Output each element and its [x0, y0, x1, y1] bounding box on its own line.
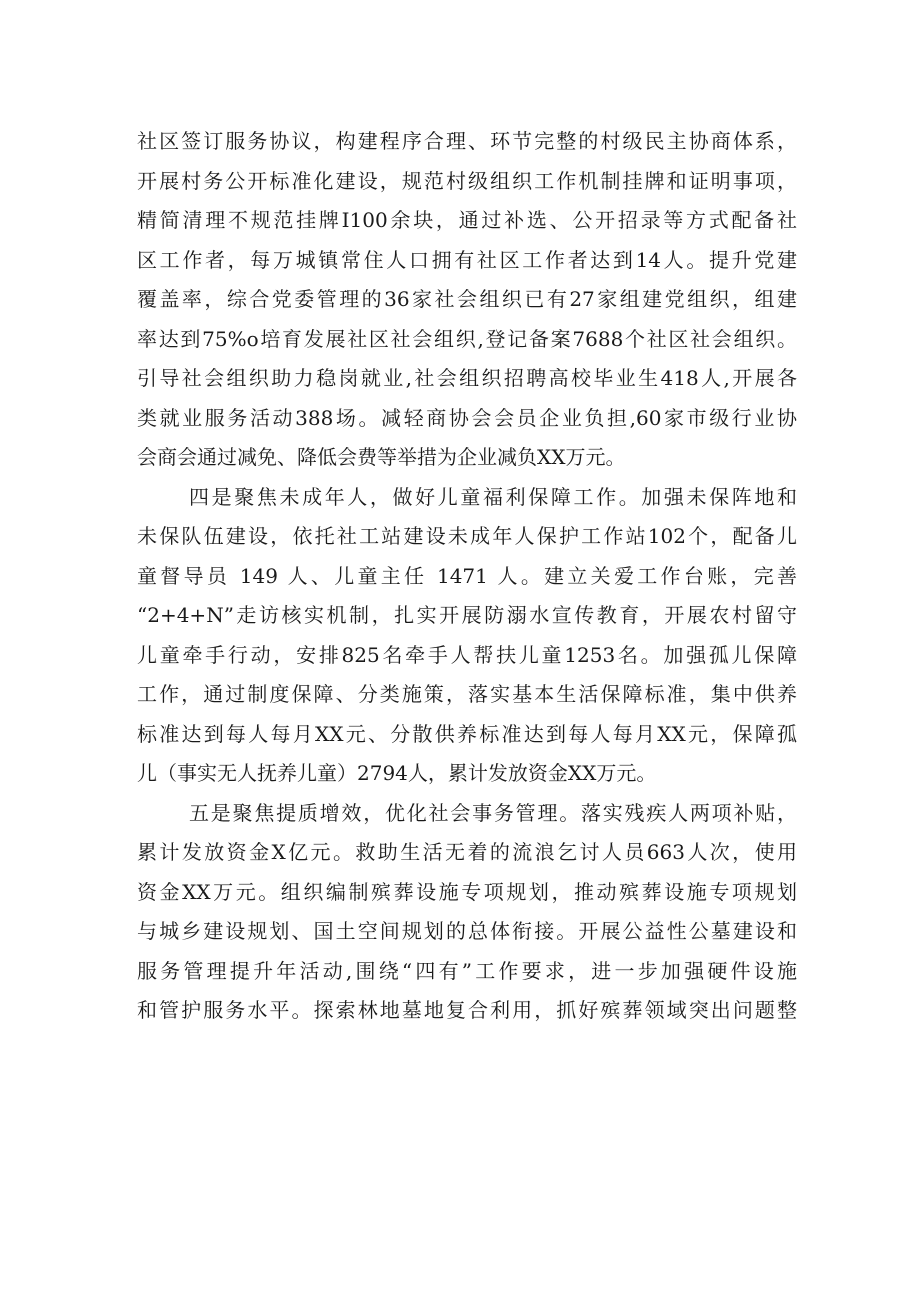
text-line: 与城乡建设规划、国土空间规划的总体衔接。开展公益性公墓建设和 — [137, 919, 797, 943]
text-line: 儿童牵手行动，安排825名牵手人帮扶儿童1253名。加强孤儿保障 — [137, 642, 797, 667]
paragraph-2 — [137, 478, 797, 794]
text-line: 标准达到每人每月XX元、分散供养标准达到每人每月XX元，保障孤 — [137, 721, 797, 746]
paragraph-3 — [137, 794, 797, 1031]
document-body — [137, 122, 797, 1031]
text-line: 会商会通过减免、降低会费等举措为企业减负XX万元。 — [137, 445, 626, 469]
text-line: 五是聚焦提质增效，优化社会事务管理。落实残疾人两项补贴， — [189, 800, 797, 825]
text-line: 和管护服务水平。探索林地墓地复合利用，抓好殡葬领域突出问题整 — [137, 998, 797, 1022]
text-line: 累计发放资金X亿元。救助生活无着的流浪乞讨人员663人次，使用 — [137, 840, 797, 864]
text-line: 精简清理不规范挂牌I100余块，通过补选、公开招录等方式配备社 — [137, 208, 797, 232]
text-line: 率达到75%o培育发展社区社会组织,登记备案7688个社区社会组织。 — [137, 326, 797, 351]
text-line: 资金XX万元。组织编制殡葬设施专项规划，推动殡葬设施专项规划 — [137, 879, 797, 904]
text-line: 社区签订服务协议，构建程序合理、环节完整的村级民主协商体系， — [137, 129, 797, 153]
text-line: 工作，通过制度保障、分类施策，落实基本生活保障标准，集中供养 — [137, 682, 797, 706]
text-line: 区工作者，每万城镇常住人口拥有社区工作者达到14人。提升党建 — [137, 247, 797, 272]
text-line: 服务管理提升年活动,围绕“四有”工作要求，进一步加强硬件设施 — [137, 958, 797, 983]
text-line: 类就业服务活动388场。减轻商协会会员企业负担,60家市级行业协 — [137, 405, 797, 430]
text-line: 引导社会组织助力稳岗就业,社会组织招聘高校毕业生418人,开展各 — [137, 366, 797, 390]
text-line: 儿（事实无人抚养儿童）2794人，累计发放资金XX万元。 — [137, 761, 657, 785]
text-line: 覆盖率，综合党委管理的36家社会组织已有27家组建党组织，组建 — [137, 287, 797, 311]
text-line: “2+4+N”走访核实机制，扎实开展防溺水宣传教育，开展农村留守 — [137, 603, 797, 627]
text-line: 四是聚焦未成年人，做好儿童福利保障工作。加强未保阵地和 — [189, 484, 797, 509]
text-line: 未保队伍建设，依托社工站建设未成年人保护工作站102个，配备儿 — [137, 524, 797, 548]
paragraph-1 — [137, 122, 797, 478]
text-line: 开展村务公开标准化建设，规范村级组织工作机制挂牌和证明事项， — [137, 168, 797, 193]
text-line: 童督导员 149 人、儿童主任 1471 人。建立关爱工作台账，完善 — [137, 563, 797, 588]
